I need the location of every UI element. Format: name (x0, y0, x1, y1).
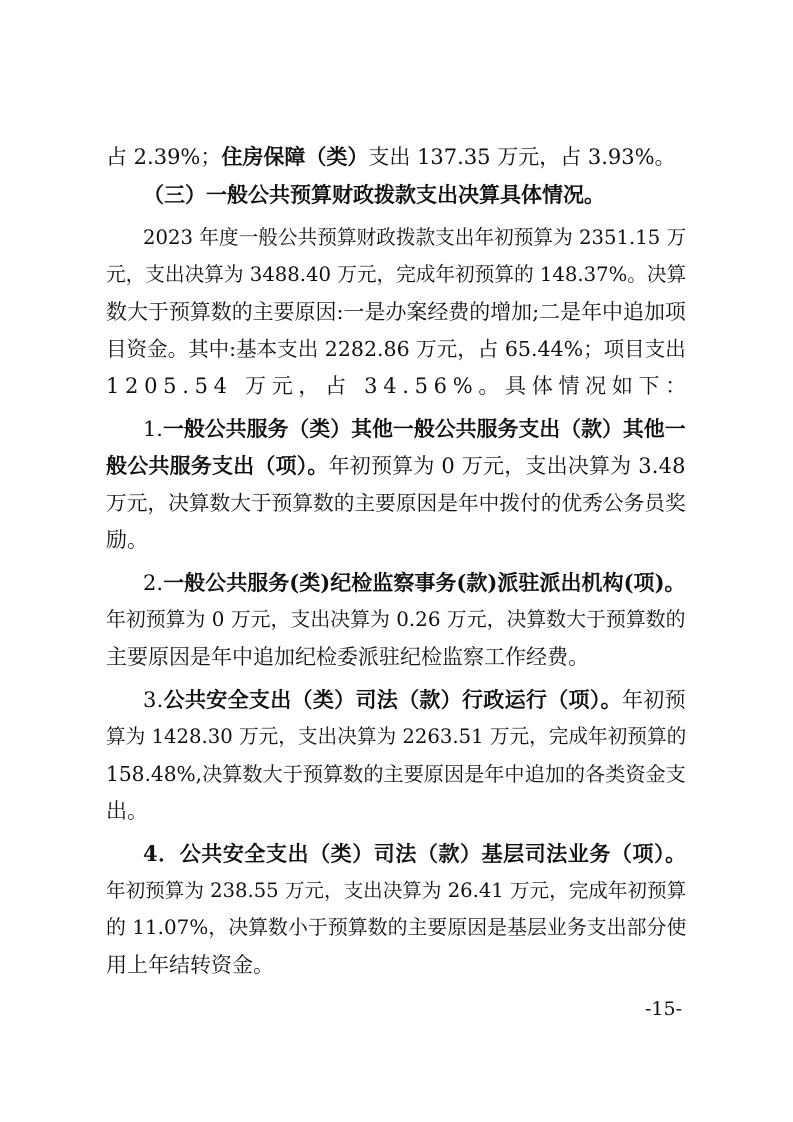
text-line (106, 876, 686, 906)
bold-text-segment: 4．公共安全支出（类）司法（款）基层司法业务（项）。 (143, 841, 687, 866)
text-line (106, 142, 676, 172)
bold-text-segment: （三）一般公共预算财政拨款支出决算具体情况。 (143, 182, 605, 207)
text-segment: 年初预算为 0 万元，支出决算为 3.48 (328, 454, 686, 478)
text-segment: 1205.54 万元，占 34.56%。具体情况如下： (106, 374, 692, 398)
text-segment: 年初预算为 0 万元，支出决算为 0.26 万元，决算数大于预算数的 (106, 608, 686, 631)
text-segment: 年初预 (621, 688, 686, 712)
text-line (106, 722, 686, 752)
text-line (143, 568, 686, 598)
text-segment: 算为 1428.30 万元，支出决算为 2263.51 万元，完成年初预算的 (106, 725, 687, 748)
text-line (106, 605, 686, 635)
text-line (106, 451, 686, 481)
text-segment: 的 11.07%，决算数小于预算数的主要原因是基层业务支出部分使 (106, 916, 687, 939)
text-line (143, 223, 686, 253)
text-segment: 158.48%,决算数大于预算数的主要原因是年中追加的各类资金支 (106, 762, 686, 786)
text-line (106, 759, 686, 789)
text-segment: 出。 (106, 799, 148, 823)
text-segment: 2023 年度一般公共预算财政拨款支出年初预算为 2351.15 万 (143, 226, 687, 249)
text-line (106, 796, 148, 826)
text-segment: 目资金。其中:基本支出 2282.86 万元，占 65.44%；项目支出 (106, 337, 686, 361)
text-segment: 年初预算为 238.55 万元，支出决算为 26.41 万元，完成年初预算 (106, 879, 687, 902)
text-line (143, 685, 686, 715)
text-segment: 2. (143, 571, 164, 595)
text-segment: 支出 137.35 万元，占 3.93%。 (368, 145, 676, 169)
text-segment: 3. (143, 688, 164, 712)
text-line (106, 260, 686, 290)
text-segment: 占 2.39%； (106, 145, 222, 169)
text-line (106, 488, 686, 518)
bold-text-segment: 一般公共服务（类）其他一般公共服务支出（款）其他一 (162, 416, 686, 441)
page-number: -15- (645, 998, 683, 1020)
text-line (106, 371, 692, 401)
text-segment: 1. (143, 417, 163, 441)
bold-text-segment: 一般公共服务(类)纪检监察事务(款)派驻派出机构(项)。 (163, 570, 686, 595)
text-line (106, 642, 589, 672)
text-line (143, 839, 687, 869)
bold-text-segment: 般公共服务支出（项）。 (106, 453, 329, 478)
bold-text-segment: 公共安全支出（类）司法（款）行政运行（项）。 (163, 687, 622, 712)
text-segment: 元，支出决算为 3488.40 万元，完成年初预算的 148.37%。决算 (106, 263, 687, 286)
text-line (143, 414, 686, 444)
text-line (106, 913, 686, 943)
bold-text-segment: 住房保障（类） (221, 144, 369, 169)
text-segment: 主要原因是年中追加纪检委派驻纪检监察工作经费。 (106, 645, 589, 669)
text-segment: 万元，决算数大于预算数的主要原因是年中拨付的优秀公务员奖 (106, 491, 686, 515)
text-line (106, 334, 686, 364)
text-line (106, 297, 686, 327)
text-line (106, 950, 274, 980)
text-segment: 励。 (106, 528, 148, 552)
text-line (106, 525, 148, 555)
text-segment: 数大于预算数的主要原因:一是办案经费的增加;二是年中追加项 (106, 300, 686, 324)
text-segment: 用上年结转资金。 (106, 953, 274, 977)
text-line (143, 180, 605, 210)
